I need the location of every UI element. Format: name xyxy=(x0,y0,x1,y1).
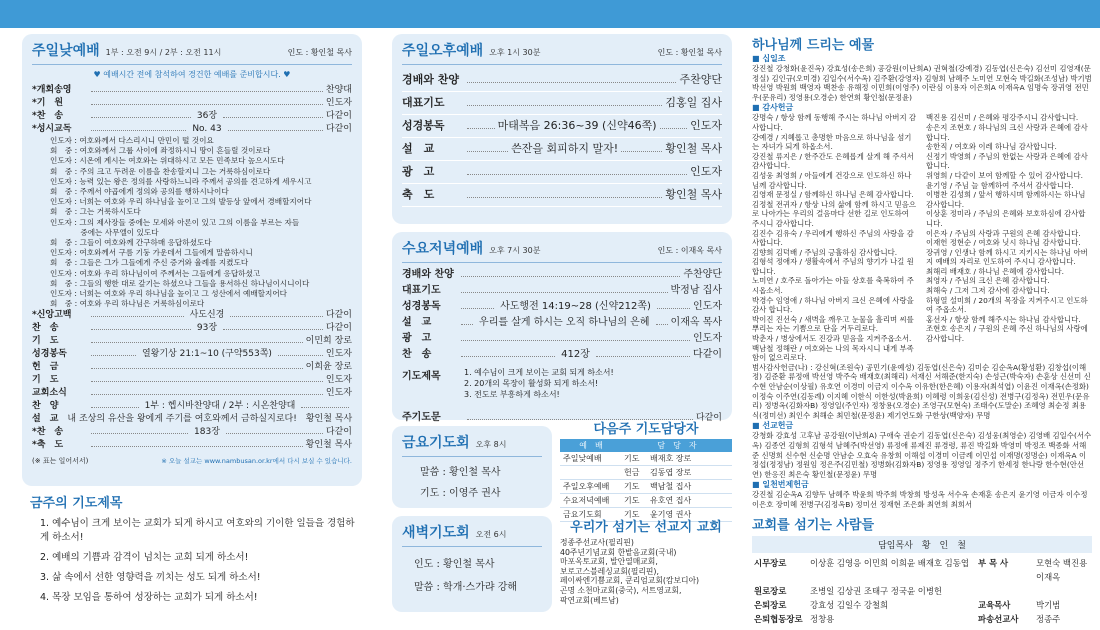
order-label: 경배와 찬양 xyxy=(402,269,454,280)
order-row xyxy=(32,335,352,348)
prayer-topic-item: 3. 삶 속에서 선한 영향력을 끼치는 성도 되게 하소서! xyxy=(40,572,261,583)
order-leader: 다같이 xyxy=(325,323,352,334)
reading-line: 회 중 : 그는 거룩하시도다 xyxy=(50,207,141,217)
general-thanks: 범사감사헌금(나) : 강신혁(조원숙) 공민기(윤예성) 김동엽(신은숙) 김미순 김순옥A(황성환) 김창섭(이해정) 김준환 류정애 박선영 박주숙 배재호(최해리) 서재신 서해준(한지숙) 손성근(박숙자) 손훈상 신선미 신수현 안남순(이상필) 유호연 이경미 이금지 이수옥 이유한(한은혜) 이용자(최석엽) 이윤진 이재옥(손정화) 이정숙 이주연(김동례) 이지혜 이한식 이한성(박윤희) 이혜령 이희웅(김신성) 전병구(김정옥) 전민우(문유리) 정병옥(김화자B) 정영일(주인자) 정창용(오경순) 조영구(모현숙) 조태수(도말순) 조혜영 최순정 최용식(정미선) 최인수 최해순 최민철(문정윤) 제기연도화 구한상(백양자) 무명 xyxy=(752,362,1091,420)
thanks-entry: 김성웅 최영희 / 아들에게 건강으로 인도하신 하나님께 감사합니다. xyxy=(752,170,912,190)
next-week-row xyxy=(560,466,732,480)
dotted-leader xyxy=(621,142,662,152)
dotted-leader xyxy=(91,322,191,330)
order-leader: 인도자 xyxy=(325,349,352,360)
order-row xyxy=(402,138,722,161)
order-leader: 다같이 xyxy=(325,427,352,438)
prayer-topics xyxy=(30,492,360,611)
dotted-leader xyxy=(301,400,349,408)
order-content: 우리를 살게 하시는 오직 하나님의 은혜 xyxy=(479,317,650,328)
next-week-person: 배재호 장로 xyxy=(650,454,692,463)
dotted-leader xyxy=(91,309,184,317)
friday-preacher: 말씀 : 황인철 목사 xyxy=(420,467,501,478)
thanks-entry: 위영희 / 다같이 보여 함께할 수 있어 감사합니다. xyxy=(926,170,1083,180)
dotted-leader xyxy=(467,142,508,152)
mission-church: 팍연교회(베트남) xyxy=(560,595,619,605)
reading-line: 회 중 : 주께서 야곱에게 정의와 공의를 행하시나이다 xyxy=(50,187,229,197)
thanks-list-left xyxy=(752,113,918,362)
next-week-prayers xyxy=(560,418,732,522)
order-label: *성시교독 xyxy=(32,124,72,134)
next-week-person: 윤기영 권사 xyxy=(650,510,692,519)
thanks-entry: 윤기영 / 주님 늘 함께하여 주셔서 감사합니다. xyxy=(926,180,1074,190)
sunday-pm-time: 오후 1시 30분 xyxy=(489,48,541,57)
order-leader: 찬양대 xyxy=(325,85,352,95)
dotted-leader xyxy=(596,349,690,357)
order-label: 대표기도 xyxy=(402,285,441,296)
sunday-am-times: 1부 : 오전 9시 / 2부 : 오전 11시 xyxy=(105,48,222,57)
servants-row xyxy=(752,612,1092,626)
servant-role-2 xyxy=(976,570,1034,584)
lords-prayer-who: 다같이 xyxy=(695,413,722,423)
next-week-row xyxy=(560,480,732,494)
thanks-entry: 송한직 / 여호와 이레 하나님 감사합니다. xyxy=(926,142,1057,152)
wed-topics-label: 기도제목 xyxy=(402,371,441,382)
thanks-entry: 백남철 정해란 / 여호와는 나의 목자시니 내게 부족함이 없으리로다. xyxy=(752,343,914,363)
order-leader: 주찬양단 xyxy=(679,73,722,86)
friday-prayer: 기도 : 이영주 권사 xyxy=(420,488,501,499)
order-row xyxy=(402,315,722,331)
dotted-leader xyxy=(467,96,662,106)
dotted-leader xyxy=(461,349,555,357)
next-week-role: 기도 xyxy=(624,496,640,505)
reading-line: 회 중 : 그들의 행한 대로 갚기는 하셨으나 그들을 용서하신 하나님이시니이다 xyxy=(50,278,310,288)
reading-line: 인도자 : 여호와께서 구름 기둥 가운데서 그들에게 말씀하시니 xyxy=(50,248,253,258)
dotted-leader xyxy=(278,348,323,356)
order-row xyxy=(32,309,352,322)
order-row xyxy=(402,267,722,283)
order-content: 사도신경 xyxy=(189,310,225,321)
sunday-am-order-bottom xyxy=(32,309,352,452)
order-content: 열왕기상 21:1~10 (구약553쪽) xyxy=(141,349,272,360)
dotted-leader xyxy=(461,269,680,277)
order-row xyxy=(32,374,352,387)
order-label: 설 교 xyxy=(402,317,432,328)
order-leader: 인도자 xyxy=(690,119,723,132)
order-label: *축 도 xyxy=(32,440,64,451)
thanks-entry: 김형석 정애자 / 생활속에서 주님의 향기가 나길 원합니다. xyxy=(752,257,914,276)
thanks-entry: 김영재 문정실 / 함께하신 하나님 은혜 감사합니다. xyxy=(752,190,914,200)
dotted-leader xyxy=(461,285,668,293)
order-leader: 다같이 xyxy=(325,310,352,321)
order-row xyxy=(32,400,352,413)
friday-title: 금요기도회 xyxy=(402,435,470,451)
next-week-person: 백남철 집사 xyxy=(650,482,692,491)
order-leader: 황인철 목사 xyxy=(665,142,722,155)
dawn-time: 오전 6시 xyxy=(475,530,507,539)
reading-line: 인도자 : 시온에 계시는 여호와는 위대하시고 모든 민족보다 높으시도다 xyxy=(50,156,285,166)
sunday-pm-order xyxy=(402,69,722,207)
order-row xyxy=(402,184,722,207)
wed-topic-item: 1. 예수님이 크게 보이는 교회 되게 하소서! xyxy=(464,368,614,377)
servant-names-2: 정종주 xyxy=(1036,614,1061,624)
order-leader: 박정남 집사 xyxy=(670,285,722,296)
sunday-am-title: 주일낮예배 xyxy=(32,43,100,59)
order-label: 설 교 xyxy=(402,142,435,155)
order-row xyxy=(32,97,352,110)
thanks-entry: 김진수 김유숙 / 우리에게 행하신 주님의 사랑을 감사합니다. xyxy=(752,228,914,248)
order-content: No. 43 xyxy=(192,124,222,134)
dawn-word: 말씀 : 학개·스가랴 강해 xyxy=(414,582,518,593)
sunday-am-box xyxy=(22,34,362,486)
next-week-row xyxy=(560,452,732,466)
next-week-service: 금요기도회 xyxy=(563,510,602,519)
wed-pm-preacher: 인도 : 이재옥 목사 xyxy=(657,246,722,255)
reading-line: 회 중 : 그들이 여호와께 간구하매 응답하셨도다 xyxy=(50,238,212,248)
dawn-box xyxy=(392,516,552,612)
thanks-entry: 강명숙 / 항상 함께 동행해 주시는 하나님 아버지 감사합니다. xyxy=(752,113,917,132)
thanks-entry: 김향희 김덕배 / 주님의 긍휼하심 감사합니다. xyxy=(752,247,898,257)
next-week-service: 주일오후예배 xyxy=(563,482,610,491)
servant-role-2 xyxy=(976,584,1034,598)
order-label: 경배와 찬양 xyxy=(402,73,459,86)
reading-line: 회 중 : 주의 크고 두려운 이름을 찬송할지니 그는 거룩하심이로다 xyxy=(50,166,271,176)
dotted-leader xyxy=(461,317,473,325)
thanks-entry: 박경수 임영애 / 하나님 아버지 크신 은혜에 사랑을 감사 합니다. xyxy=(752,295,914,315)
order-label: 성경봉독 xyxy=(402,301,441,312)
thanks-entry: 조현호 송은지 / 구원의 은혜 주신 하나님의 사랑에 감사합니다. xyxy=(926,324,1088,344)
dotted-leader xyxy=(467,73,676,83)
servants-row xyxy=(752,570,1092,584)
dotted-leader xyxy=(223,110,323,118)
next-week-title: 다음주 기도담당자 xyxy=(593,422,699,437)
tithe-title: ■ 십일조 xyxy=(752,54,786,63)
order-row xyxy=(402,69,722,92)
servant-role: 은퇴장로 xyxy=(754,600,787,610)
next-week-row xyxy=(560,494,732,508)
order-row xyxy=(402,299,722,315)
thanks-entry: 이재헌 정현순 / 여호와 닛시 하나님 감사합니다. xyxy=(926,238,1081,248)
order-leader: 이희윤 장로 xyxy=(305,362,352,373)
thousand-offering-title: ■ 일천번제헌금 xyxy=(752,480,809,490)
mission-church: 정종주선교사(필리핀) xyxy=(560,538,634,547)
order-leader: 다같이 xyxy=(693,349,723,360)
order-row xyxy=(32,439,352,452)
thanks-entry: 송은지 조현호 / 하나님의 크신 사랑과 은혜에 감사합니다. xyxy=(926,122,1088,142)
order-leader: 다같이 xyxy=(325,124,353,134)
missions-title: 우리가 섬기는 선교지 교회 xyxy=(570,520,722,535)
servant-names: 정창용 xyxy=(810,614,835,624)
dotted-leader xyxy=(91,123,186,131)
mission-church: 마포옥토교회, 발안열매교회, xyxy=(560,557,658,567)
offering-section xyxy=(752,34,1092,510)
order-row xyxy=(32,348,352,361)
thanks-entry: 이은자 / 주님의 사랑과 구원의 은혜 감사합니다. xyxy=(926,228,1081,238)
servants-table xyxy=(752,556,1092,626)
order-label: 성경봉독 xyxy=(32,349,67,360)
order-label: *찬 송 xyxy=(32,427,64,438)
thanks-list-right xyxy=(926,113,1092,362)
prayer-topics-title: 금주의 기도제목 xyxy=(30,496,123,511)
order-label: 대표기도 xyxy=(402,96,445,109)
sunday-pm-box xyxy=(392,34,732,224)
order-row xyxy=(32,110,352,123)
thanks-entry: 신정기 박영희 / 주님의 한없는 사랑과 은혜에 감사합니다. xyxy=(926,151,1088,171)
standing-footnote: (※ 표는 일어서서) xyxy=(32,457,89,466)
dotted-leader xyxy=(91,361,303,369)
servant-names-2 xyxy=(1034,584,1092,598)
next-week-person: 유호연 집사 xyxy=(650,496,692,505)
sunday-pm-title: 주일오후예배 xyxy=(402,43,484,59)
top-banner xyxy=(0,0,1100,28)
thanks-entry: 최영자 / 주님의 크신 은혜 감사합니다. xyxy=(926,276,1050,286)
reading-line: 인도자 : 그의 제사장들 중에는 모세와 아론이 있고 그의 이름을 부르는 자들 xyxy=(50,217,300,227)
dotted-leader xyxy=(228,123,323,131)
servant-role: 은퇴협동장로 xyxy=(754,614,803,624)
order-content: 마태복음 26:36~39 (신약46쪽) xyxy=(497,119,657,132)
prayer-topic-item: 1. 예수님이 크게 보이는 교회가 되게 하시고 여호와의 기이한 일들을 경험하게 하소서! xyxy=(40,518,355,543)
next-week-service: 주일낮예배 xyxy=(563,454,602,463)
thanks-entry: 이상훈 정미라 / 주님의 은혜와 보호하심에 감사합니다. xyxy=(926,209,1086,228)
order-content: 사도행전 14:19~28 (신약212쪽) xyxy=(500,301,651,312)
dotted-leader xyxy=(226,426,323,434)
dotted-leader xyxy=(91,400,139,408)
order-content: 412장 xyxy=(561,349,590,360)
order-label: 헌 금 xyxy=(32,362,59,373)
dotted-leader xyxy=(660,119,688,129)
order-leader: 인도자 xyxy=(693,333,722,344)
thanks-entry: 김정철 전귀자 / 항상 나의 삶에 함께 하시고 믿음으로 나아가는 우리의 걸음마다 선한 길로 인도하여 주시니 감사합니다. xyxy=(752,199,917,228)
order-leader: 인도자 xyxy=(325,388,352,399)
friday-time: 오후 8시 xyxy=(475,440,507,449)
order-row xyxy=(32,322,352,335)
dotted-leader xyxy=(467,119,495,129)
order-label: 찬 송 xyxy=(402,349,432,360)
servants-row xyxy=(752,556,1092,570)
servant-role: 원로장로 xyxy=(754,586,787,596)
order-row xyxy=(32,123,352,136)
servant-names-2: 이재옥 xyxy=(1036,572,1061,582)
thanks-entry: 강진철 류지은 / 한주간도 은혜롭게 살게 해 주셔서 감사합니다. xyxy=(752,151,914,171)
servant-role xyxy=(752,570,808,584)
order-leader: 인도자 xyxy=(690,165,722,178)
order-content: 36장 xyxy=(196,111,218,121)
servants-section xyxy=(752,514,1092,626)
mission-church: 페이싸엔기쁨교회, 쿤리엄교회(캄보디아) xyxy=(560,576,700,586)
servant-names xyxy=(808,570,976,584)
wed-topic-item: 3. 전도로 부흥하게 하소서! xyxy=(464,390,560,399)
order-row xyxy=(32,413,352,426)
wed-pm-box xyxy=(392,232,732,423)
dotted-leader xyxy=(223,322,323,330)
mission-church: 곤명 소천마교회(중국), 서트영교회, xyxy=(560,585,682,595)
thousand-offering-names: 강진철 김순옥A 김향두 남혜주 박윤희 박주희 박창희 방성옥 서수옥 손재훈 송은지 윤기영 이금자 이수정 이은호 장미혜 전병구(김정옥B) 정미선 정재현 조은화 최연희 최희서 xyxy=(752,490,1088,509)
dawn-title: 새벽기도회 xyxy=(402,525,470,541)
reading-line: 회 중 : 여호와께서 그룹 사이에 좌정하시니 땅이 흔들릴 것이로다 xyxy=(50,146,271,156)
order-content: 1부 : 헵시바찬양대 / 2부 : 시온찬양대 xyxy=(144,401,296,412)
order-leader: 인도자 xyxy=(325,375,352,386)
offering-title: 하나님께 드리는 예물 xyxy=(752,38,875,53)
thanks-title: ■ 감사헌금 xyxy=(752,103,794,113)
order-leader: 인도자 xyxy=(693,301,722,312)
dotted-leader xyxy=(91,374,323,382)
servant-names: 조병일 김상권 조태구 정국윤 이병헌 xyxy=(810,586,943,596)
order-label: 교회소식 xyxy=(32,388,67,399)
order-row xyxy=(32,84,352,97)
reading-line: 인도자 : 여호와 우리 하나님이여 주께서는 그들에게 응답하셨고 xyxy=(50,268,261,278)
order-row xyxy=(32,387,352,400)
order-label: 기 도 xyxy=(32,336,59,347)
reading-line: 회 중 : 그들은 그가 그들에게 주신 증거와 율례를 지켰도다 xyxy=(50,258,249,268)
order-row xyxy=(402,161,722,184)
order-leader: 황인철 목사 xyxy=(305,440,352,451)
tithe-names: 강진철 강청화(윤진옥) 강효성(송은희) 공강원(이난희A) 권혁철(강예경) 김동엽(신은숙) 김선미 김영재(문정실) 김인규(오미경) 김일수(서수옥) 김주환(강영자) 김형희 남혜주 노미연 모현숙 박길화(조성남) 박기범 박선영 박원희 백영자 백찬송 유해정 이민희(이영주) 이란심 이용자 이은희A 이재옥A 임명숙 장귀영 전민우(문유리) 정영용(오경순) 한연희 황인철(문정윤) xyxy=(752,64,1092,102)
dotted-leader xyxy=(91,97,323,105)
wed-topic-item: 2. 20개의 목장이 활성화 되게 하소서! xyxy=(464,379,599,388)
thanks-entry: 박이진 진선숙 / 새벽을 깨우고 눈물을 흘리며 씨를 뿌리는 자는 기쁨으로 단을 거두리로다. xyxy=(752,314,914,334)
order-row xyxy=(402,115,722,138)
next-week-role: 헌금 xyxy=(624,468,640,477)
servant-role-2: 부 목 사 xyxy=(978,558,1009,568)
next-week-role: 기도 xyxy=(624,482,640,491)
order-row xyxy=(32,426,352,439)
wed-topics-list xyxy=(464,367,614,400)
order-label: *찬 송 xyxy=(32,111,64,121)
order-row xyxy=(402,283,722,299)
servant-role-2: 파송선교사 xyxy=(978,614,1019,624)
order-row xyxy=(402,347,722,363)
sunday-am-preacher: 인도 : 황인철 목사 xyxy=(287,48,352,57)
mission-church: 40주년기념교회 한밭음교회(국내) xyxy=(560,547,677,557)
order-label: 광 고 xyxy=(402,165,435,178)
reading-line: 회 중 : 여호와 우리 하나님은 거룩하심이로다 xyxy=(50,299,205,309)
next-week-service xyxy=(560,466,622,480)
wed-pm-title: 수요저녁예배 xyxy=(402,241,484,257)
thanks-entry: 홍선자 / 항상 함께 해주시는 하나님 감사합니다. xyxy=(926,314,1081,324)
dotted-leader xyxy=(467,165,687,175)
dotted-leader xyxy=(461,333,690,341)
thanks-entry: 최해리 배재호 / 하나님 은혜에 감사합니다. xyxy=(926,266,1064,276)
order-label: *신앙고백 xyxy=(32,310,72,321)
order-row xyxy=(32,361,352,374)
mission-offering-names: 강청화 강효성 고후남 공강원(이난희A) 구애숙 권순기 김동엽(신은숙) 김성웅(최영순) 김영배 김일수(서수옥) 김종연 김형희 김형석 남혜주(박선영) 류정애 류제진 류경령, 류진 박길화 박영미 박정조 백종화 서해준 신명희 신수현 신순명 안남순 오효숙 유창희 이해섭 이경미 이금례 이민섭 이재명(정명순) 이재옥A 이정섭(정정남) 정원임 정은주(김민철) 정병화(김화자B) 정영용 정영일 정주기 한세정 한나랑 한수현(안선연) 한응진 최은숙 황인철(문정윤) 무명 xyxy=(752,431,1092,479)
servants-row xyxy=(752,584,1092,598)
order-content: 183장 xyxy=(194,427,220,438)
order-leader: 황인철 목사 xyxy=(305,414,353,425)
wed-pm-order xyxy=(402,267,722,363)
order-content: 93장 xyxy=(196,323,218,334)
dotted-leader xyxy=(230,309,323,317)
senior-pastor: 담임목사 황 인 철 xyxy=(752,536,1092,553)
next-week-table xyxy=(560,452,732,522)
responsive-reading xyxy=(32,136,352,309)
reading-line: 인도자 : 여호와께서 다스리시니 만민이 떨 것이요 xyxy=(50,136,214,145)
order-label: 찬 송 xyxy=(32,323,59,334)
dawn-preacher: 인도 : 황인철 목사 xyxy=(414,559,495,570)
thanks-entry: 최해숙 / 그저 그저 감사에 감사합니다. xyxy=(926,286,1050,296)
sunday-am-notice: ♥ 예배시간 전에 참석하여 경건한 예배를 준비합시다. ♥ xyxy=(93,70,291,79)
thanks-entry: 백진용 김신미 / 은혜와 평강주시니 감사합니다. xyxy=(926,113,1079,123)
next-week-col-person: 담 당 자 xyxy=(657,441,697,450)
dotted-leader xyxy=(91,426,188,434)
order-label: *개회송영 xyxy=(32,85,72,95)
thanks-entry: 장귀영 / 인생나 함께 하시고 지키시는 하나님 아버지 예배의 자리로 인도하여 주시니 감사합니다. xyxy=(926,247,1088,267)
order-label: 축 도 xyxy=(402,188,435,201)
thanks-entry: 강예경 / 지혜롭고 총명한 마음으로 하나님을 섬기는 자녀가 되게 하옵소서. xyxy=(752,132,912,152)
next-week-role: 기도 xyxy=(624,454,640,463)
order-content: 내 조상의 유산을 왕에게 주기를 여호와께서 금하실지로다! xyxy=(67,414,297,425)
next-week-service: 수요저녁예배 xyxy=(563,496,610,505)
dotted-leader xyxy=(91,348,136,356)
thanks-entry: 박춘자 / 병상에서도 진강과 믿음을 지켜주옵소서. xyxy=(752,334,912,344)
dotted-leader xyxy=(91,84,323,92)
sunday-pm-preacher: 인도 : 황인철 목사 xyxy=(657,48,722,57)
thanks-entry: 하형열 설미희 / 20개의 목장을 지켜주시고 인도하여 주옵소서. xyxy=(926,295,1088,315)
reading-line: 인도자 : 능력 있는 왕은 정의를 사랑하느니라 주께서 공의를 견고하게 세우시고 xyxy=(50,176,312,186)
sermon-website-note: ※ 오늘 설교는 www.nambusan.or.kr에서 다시 보실 수 있습니다. xyxy=(161,457,352,466)
prayer-topics-list xyxy=(30,517,360,605)
next-week-person: 김동엽 장로 xyxy=(650,468,692,477)
dotted-leader xyxy=(91,439,303,447)
order-leader: 황인철 목사 xyxy=(665,188,722,201)
order-content: 쓴잔을 회피하지 말자! xyxy=(511,142,619,155)
order-leader: 이민희 장로 xyxy=(305,336,352,347)
missions-list xyxy=(560,538,732,605)
order-label: 찬 양 xyxy=(32,401,59,412)
prayer-topic-item: 4. 목장 모임을 통하여 성장하는 교회가 되게 하소서! xyxy=(40,592,258,603)
dotted-leader xyxy=(91,335,303,343)
order-leader: 주찬양단 xyxy=(683,269,722,280)
order-leader: 이재옥 목사 xyxy=(670,317,723,328)
dotted-leader xyxy=(656,317,668,325)
order-label: *기 원 xyxy=(32,98,64,108)
order-row xyxy=(402,331,722,347)
friday-box xyxy=(392,426,552,508)
sunday-am-order-top xyxy=(32,84,352,136)
prayer-topic-item: 2. 예배의 기쁨과 감격이 넘치는 교회 되게 하소서! xyxy=(40,552,249,563)
thanks-entry: 이병찬 김성희 / 앞서 행하시며 함께하시는 하나님 감사합니다. xyxy=(926,190,1086,209)
order-label: 성경봉독 xyxy=(402,119,445,132)
reading-line: 인도자 : 너희는 여호와 우리 하나님을 높이고 그의 발등상 앞에서 경배할지어다 xyxy=(50,197,312,207)
servant-role-2: 교육목사 xyxy=(978,600,1011,610)
servant-role: 시무장로 xyxy=(754,558,787,568)
dotted-leader xyxy=(461,301,494,309)
mission-offering-title: ■ 선교헌금 xyxy=(752,421,794,431)
missions xyxy=(560,516,732,605)
servant-names-2: 모현숙 백진용 xyxy=(1036,558,1088,568)
order-leader: 김홍일 집사 xyxy=(665,96,722,109)
dotted-leader xyxy=(91,387,323,395)
thanks-entry: 노미연 / 호주로 돌아가는 아들 상호를 축복하여 주시옵소서. xyxy=(752,276,914,296)
dotted-leader xyxy=(467,188,662,198)
order-leader: 인도자 xyxy=(325,98,352,108)
wed-pm-time: 오후 7시 30분 xyxy=(489,246,541,255)
mission-church: 보로고스블레싱교회(필리핀), xyxy=(560,566,659,576)
order-label: 기 도 xyxy=(32,375,59,386)
reading-line: 인도자 : 너희는 여호와 우리 하나님을 높이고 그 성산에서 예배할지어다 xyxy=(50,289,288,299)
servants-title: 교회를 섬기는 사람들 xyxy=(752,518,875,533)
servant-names-2: 박기범 xyxy=(1036,600,1061,610)
order-row xyxy=(402,92,722,115)
dotted-leader xyxy=(657,301,690,309)
servant-names: 강효성 김일수 강철희 xyxy=(810,600,889,610)
servant-names: 이상훈 김영응 이민희 이희윤 배재호 김동엽 xyxy=(810,558,969,568)
next-week-role: 기도 xyxy=(624,510,640,519)
reading-line: 중에는 사무엘이 있도다 xyxy=(50,227,159,237)
servants-row xyxy=(752,598,1092,612)
order-leader: 다같이 xyxy=(325,111,352,121)
lords-prayer-label: 주기도문 xyxy=(402,412,441,423)
next-week-col-service: 예 배 xyxy=(579,441,603,450)
order-label: 설 교 xyxy=(32,414,59,425)
dotted-leader xyxy=(91,110,191,118)
order-label: 광 고 xyxy=(402,333,432,344)
